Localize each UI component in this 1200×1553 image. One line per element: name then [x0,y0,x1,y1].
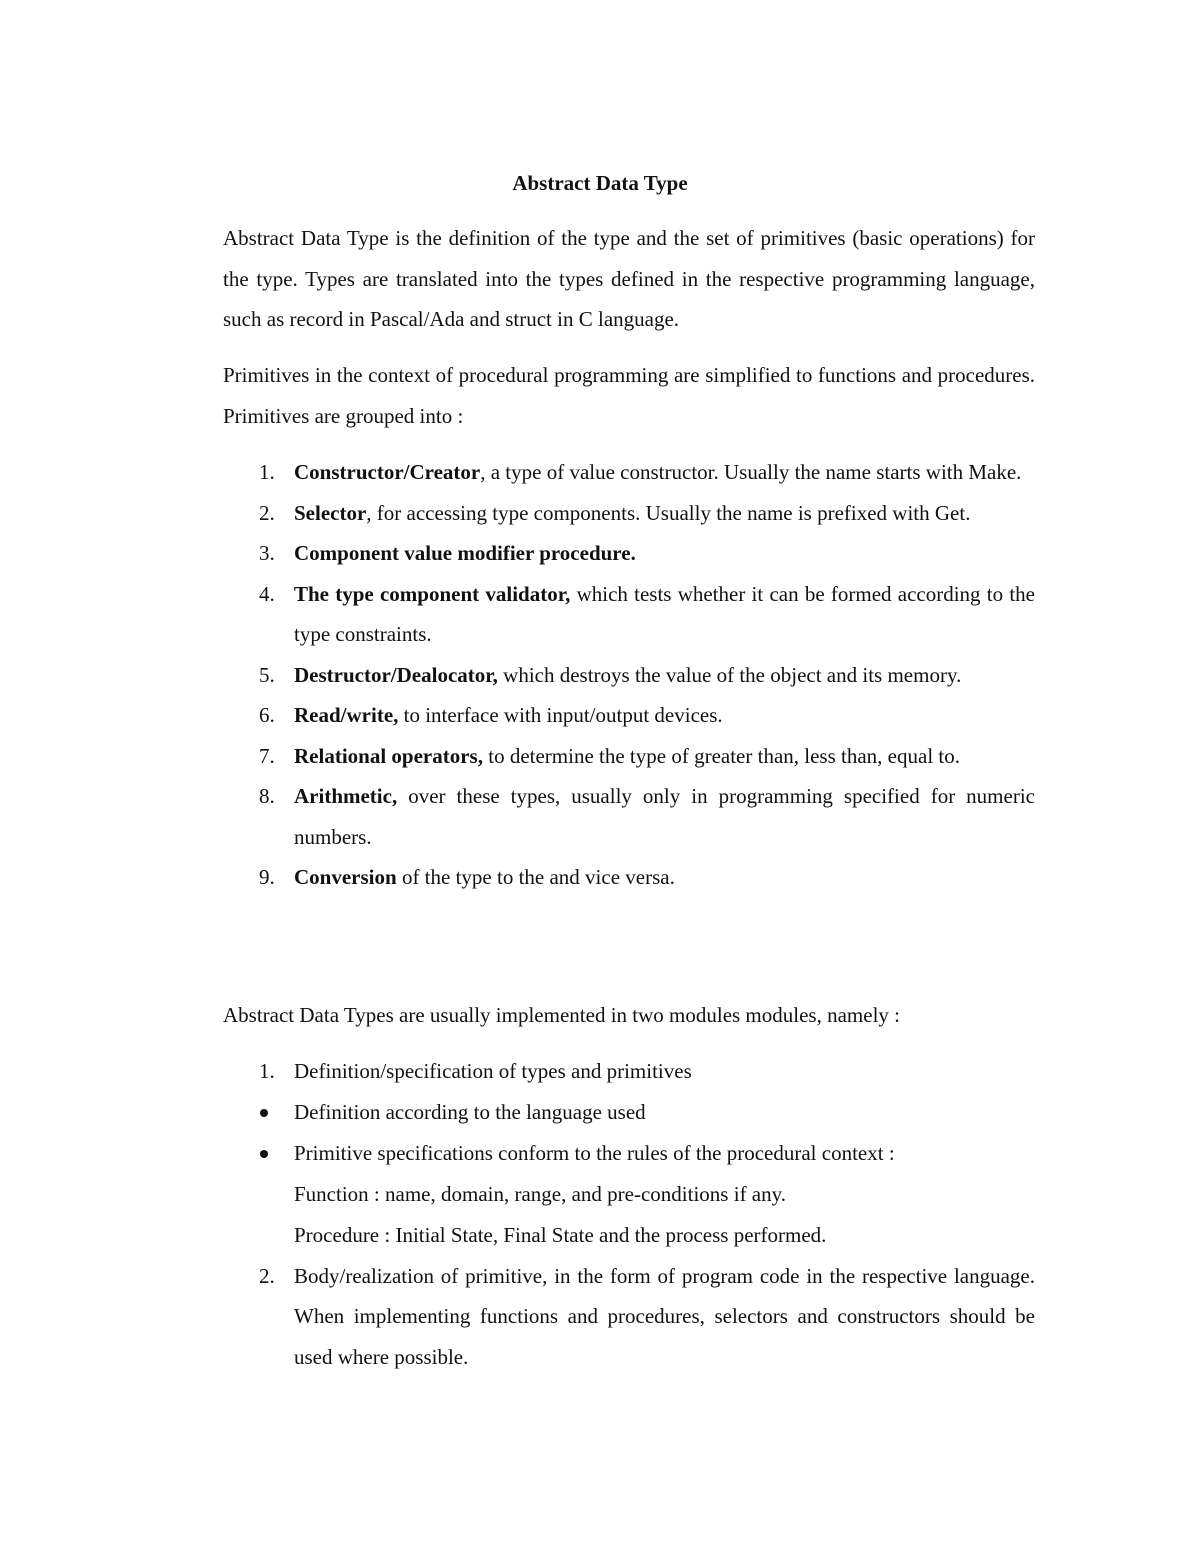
list-item: 6. Read/write, to interface with input/output devices. [259,703,723,727]
bullet-icon [260,1109,268,1117]
list-item: 2. Body/realization of primitive, in the form of program code in the respective language. When implementing functions and procedures, selectors and constructors should be used where possible. [259,1263,1035,1369]
bullet-item: Primitive specifications conform to the rules of the procedural context : Function : name, domain, range, and pre-conditions if any. Procedure : Initial State, Final State and the process performed. [223,1133,1035,1256]
list-item: 2. Selector, for accessing type components. Usually the name is prefixed with Get. [259,500,971,525]
list-item: 7. Relational operators, to determine the type of greater than, less than, equal to. [259,743,960,768]
intro-paragraph: Abstract Data Type is the definition of the type and the set of primitives (basic operations) for the type. Types are translated into the types defined in the respective programming language, such as record in Pascal/Ada and struct in C language. [223,226,1035,331]
list-item: 3. Component value modifier procedure. [259,541,636,565]
modules-paragraph: Abstract Data Types are usually implemented in two modules modules, namely : [223,1003,900,1027]
list-item: 4. The type component validator, which tests whether it can be formed according to the type constraints. [259,581,1035,646]
primitives-paragraph: Primitives in the context of procedural programming are simplified to functions and procedures. Primitives are grouped into : [223,363,1035,428]
bullet-list [223,1092,1035,1256]
primitives-list [223,452,1035,898]
bullet-icon [260,1150,268,1158]
bullet-item: Definition according to the language used [223,1092,1035,1133]
list-item: 5. Destructor/Dealocator, which destroys the value of the object and its memory. [259,662,962,687]
function-spec-line: Function : name, domain, range, and pre-conditions if any. [294,1181,787,1206]
list-item: 1. Definition/specification of types and primitives Definition according to the language used Primitive specifications conform to the rules of the procedural context : Function : name, domain, range, and pre-conditions if any. Procedure : Initial State, Final State and the process performed. [223,1051,1035,1256]
list-item: 1. Constructor/Creator, a type of value constructor. Usually the name starts with Make. [259,460,1022,484]
list-item: 9. Conversion of the type to the and vice versa. [259,865,675,889]
procedure-spec-line: Procedure : Initial State, Final State and the process performed. [294,1222,827,1247]
modules-list [223,1051,1035,1377]
document-title: Abstract Data Type [512,171,688,195]
list-item: 8. Arithmetic, over these types, usually only in programming specified for numeric numbers. [259,784,1035,849]
